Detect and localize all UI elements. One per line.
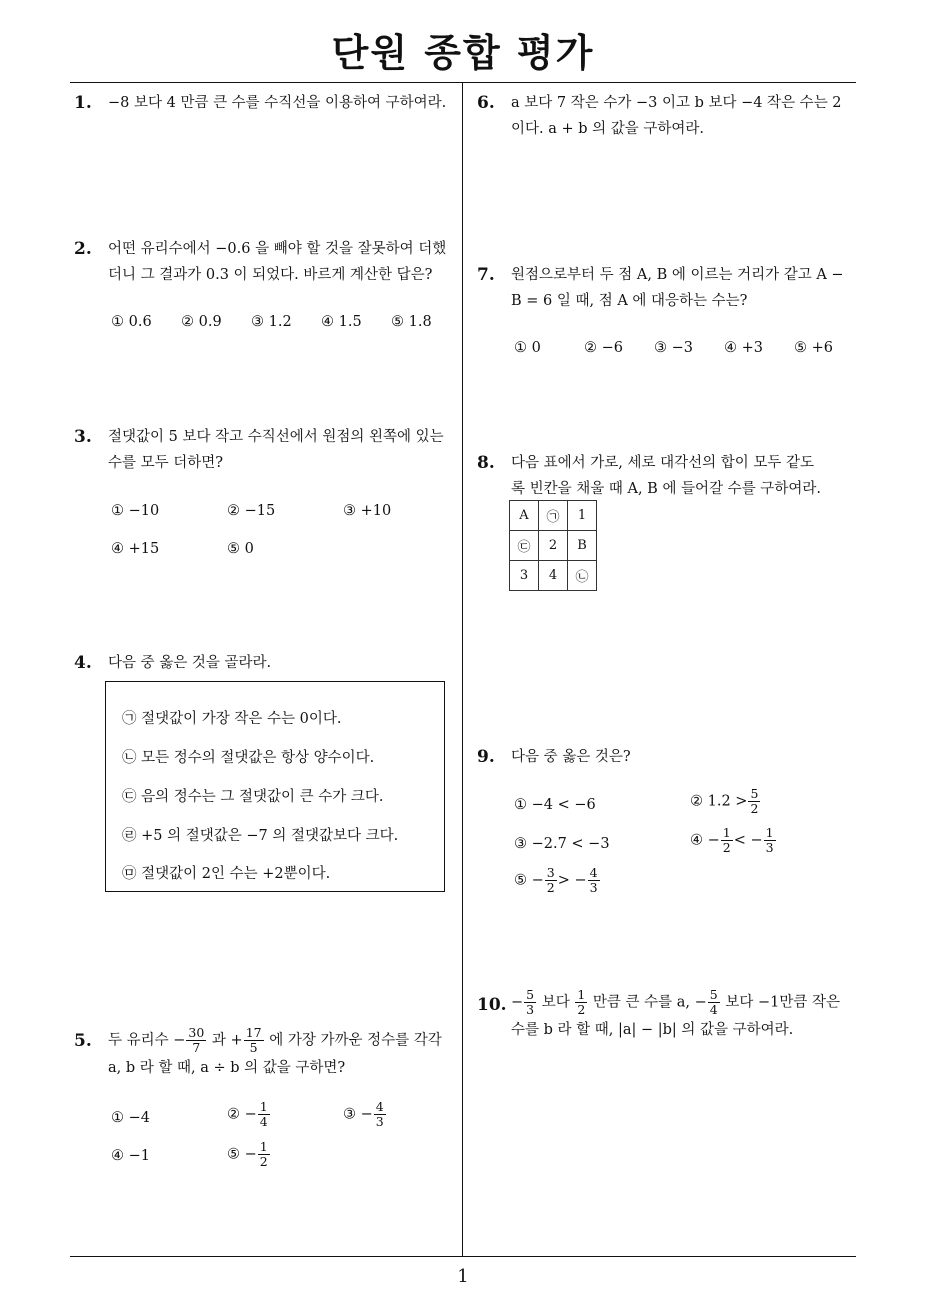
choice: ③ 1.2 (251, 314, 292, 330)
numerator: 4 (375, 1099, 384, 1114)
choice: ③ +10 (343, 503, 392, 519)
question-text-line: 록 빈칸을 채울 때 A, B 에 들어갈 수를 구하여라. (511, 481, 821, 497)
fraction (374, 1100, 386, 1129)
text-run: ② − (227, 1106, 257, 1123)
numerator: 1 (259, 1139, 268, 1154)
numerator: 17 (245, 1025, 262, 1040)
table-row (510, 531, 597, 561)
choice (514, 866, 601, 895)
text-run: ② 1.2 > (690, 793, 748, 810)
denominator: 5 (249, 1040, 258, 1055)
denominator: 2 (259, 1154, 268, 1169)
text-run: > − (557, 872, 587, 889)
denominator: 2 (577, 1002, 586, 1017)
choice: ④ +15 (111, 541, 160, 557)
fraction (575, 988, 587, 1017)
question-text: 다음 중 옳은 것은? (511, 749, 631, 765)
question-text-line: 원점으로부터 두 점 A, B 에 이르는 거리가 같고 A − (511, 267, 844, 283)
table-cell: 2 (539, 531, 568, 561)
denominator: 3 (765, 840, 774, 855)
statement-box (105, 681, 445, 892)
question-number: 8. (477, 453, 495, 473)
numerator: 30 (188, 1025, 205, 1040)
question-number: 1. (74, 93, 92, 113)
choice: ⑤ +6 (794, 340, 833, 356)
numerator: 5 (526, 987, 535, 1002)
denominator: 4 (709, 1002, 718, 1017)
table-cell: 3 (510, 561, 539, 591)
denominator: 3 (526, 1002, 535, 1017)
table-cell: A (510, 501, 539, 531)
choice: ① −10 (111, 503, 160, 519)
table-row (510, 501, 597, 531)
question-6 (477, 90, 862, 142)
choice: ③ −3 (654, 340, 693, 356)
question-text: 다음 중 옳은 것을 골라라. (108, 655, 272, 671)
statement-item: ㉤ 절댓값이 2인 수는 +2뿐이다. (122, 866, 331, 882)
fraction (258, 1100, 270, 1129)
question-4 (74, 650, 459, 676)
text-run: ⑤ − (227, 1146, 257, 1163)
table-cell: 4 (539, 561, 568, 591)
text-run: 만큼 큰 수를 a, − (588, 994, 707, 1011)
choice: ② −6 (584, 340, 623, 356)
question-text-line: 수를 모두 더하면? (108, 455, 224, 471)
fraction (186, 1026, 206, 1055)
text-run: − (511, 994, 524, 1011)
statement-item: ㉢ 음의 정수는 그 절댓값이 큰 수가 크다. (122, 789, 384, 805)
fraction (748, 787, 760, 816)
question-text-line: a, b 라 할 때, a ÷ b 의 값을 구하면? (108, 1060, 346, 1076)
text-run: 두 유리수 − (108, 1032, 186, 1049)
denominator: 3 (589, 880, 598, 895)
text-run: 에 가장 가까운 정수를 각각 (264, 1032, 442, 1049)
numerator: 1 (765, 825, 774, 840)
page-number: 1 (457, 1266, 469, 1287)
numerator: 5 (750, 786, 759, 801)
question-8 (477, 450, 862, 502)
choice: ④ +3 (724, 340, 763, 356)
question-number: 10. (477, 995, 507, 1015)
text-run: 과 + (207, 1032, 243, 1049)
denominator: 2 (722, 840, 731, 855)
text-run: ③ − (343, 1106, 373, 1123)
table-cell: B (568, 531, 597, 561)
question-text-line: 어떤 유리수에서 −0.6 을 빼야 할 것을 잘못하여 더했 (108, 241, 447, 257)
question-number: 2. (74, 239, 92, 259)
denominator: 4 (259, 1114, 268, 1129)
table-row (510, 561, 597, 591)
text-run: 보다 (537, 994, 575, 1011)
choice: ④ 1.5 (321, 314, 362, 330)
statement-item: ㉡ 모든 정수의 절댓값은 항상 양수이다. (122, 750, 375, 766)
question-3 (74, 424, 459, 476)
choice: ① 0 (514, 340, 541, 356)
statement-item: ㉣ +5 의 절댓값은 −7 의 절댓값보다 크다. (122, 828, 399, 844)
choice: ⑤ 0 (227, 541, 254, 557)
question-text-line (108, 1026, 462, 1055)
page-title: 단원 종합 평가 (331, 31, 595, 75)
numerator: 1 (259, 1099, 268, 1114)
choice (690, 826, 777, 855)
question-text-line: 더니 그 결과가 0.3 이 되었다. 바르게 계산한 답은? (108, 267, 433, 283)
choice: ⑤ 1.8 (391, 314, 432, 330)
question-text: −8 보다 4 만큼 큰 수를 수직선을 이용하여 구하여라. (108, 95, 447, 111)
denominator: 2 (750, 801, 759, 816)
choice (227, 1140, 271, 1169)
question-text-line: a 보다 7 작은 수가 −3 이고 b 보다 −4 작은 수는 2 (511, 95, 842, 111)
bottom-rule (70, 1256, 856, 1257)
magic-square-table (509, 500, 597, 591)
question-2 (74, 236, 459, 288)
fraction (524, 988, 536, 1017)
choice: ③ −2.7 < −3 (514, 836, 610, 852)
question-text-line: 절댓값이 5 보다 작고 수직선에서 원점의 왼쪽에 있는 (108, 429, 444, 445)
fraction (258, 1140, 270, 1169)
column-divider (462, 82, 463, 1256)
question-number: 7. (477, 265, 495, 285)
fraction (764, 826, 776, 855)
text-run: < − (733, 832, 763, 849)
denominator: 7 (192, 1040, 201, 1055)
choice (343, 1100, 387, 1129)
top-rule (70, 82, 856, 83)
choice (227, 1100, 271, 1129)
numerator: 3 (546, 865, 555, 880)
question-number: 4. (74, 653, 92, 673)
choice: ④ −1 (111, 1148, 150, 1164)
denominator: 2 (546, 880, 555, 895)
statement-item: ㉠ 절댓값이 가장 작은 수는 0이다. (122, 711, 342, 727)
numerator: 4 (589, 865, 598, 880)
question-7 (477, 262, 862, 314)
numerator: 1 (577, 987, 586, 1002)
choice: ① 0.6 (111, 314, 152, 330)
question-number: 9. (477, 747, 495, 767)
question-text-line: 다음 표에서 가로, 세로 대각선의 합이 모두 같도 (511, 455, 815, 471)
choice: ① −4 < −6 (514, 797, 596, 813)
question-1 (74, 90, 459, 116)
question-number: 3. (74, 427, 92, 447)
question-text-line: 이다. a + b 의 값을 구하여라. (511, 121, 705, 137)
numerator: 5 (709, 987, 718, 1002)
question-number: 5. (74, 1031, 92, 1051)
question-text-line: 수를 b 라 할 때, |a| − |b| 의 값을 구하여라. (511, 1022, 794, 1038)
numerator: 1 (722, 825, 731, 840)
denominator: 3 (375, 1114, 384, 1129)
table-cell: ㉠ (539, 501, 568, 531)
fraction (244, 1026, 264, 1055)
fraction (708, 988, 720, 1017)
text-run: ⑤ − (514, 872, 544, 889)
choice (690, 787, 761, 816)
question-text-line (511, 988, 862, 1017)
table-cell: ㉡ (568, 561, 597, 591)
fraction (545, 866, 557, 895)
fraction (588, 866, 600, 895)
text-run: 보다 −1만큼 작은 (720, 994, 840, 1011)
table-cell: 1 (568, 501, 597, 531)
text-run: ④ − (690, 832, 720, 849)
choice: ② 0.9 (181, 314, 222, 330)
choice: ② −15 (227, 503, 276, 519)
question-number: 6. (477, 93, 495, 113)
question-10 (477, 988, 862, 1043)
fraction (721, 826, 733, 855)
question-9 (477, 744, 862, 770)
choice: ① −4 (111, 1110, 150, 1126)
table-cell: ㉢ (510, 531, 539, 561)
question-5 (74, 1026, 462, 1081)
question-text-line: B = 6 일 때, 점 A 에 대응하는 수는? (511, 293, 748, 309)
